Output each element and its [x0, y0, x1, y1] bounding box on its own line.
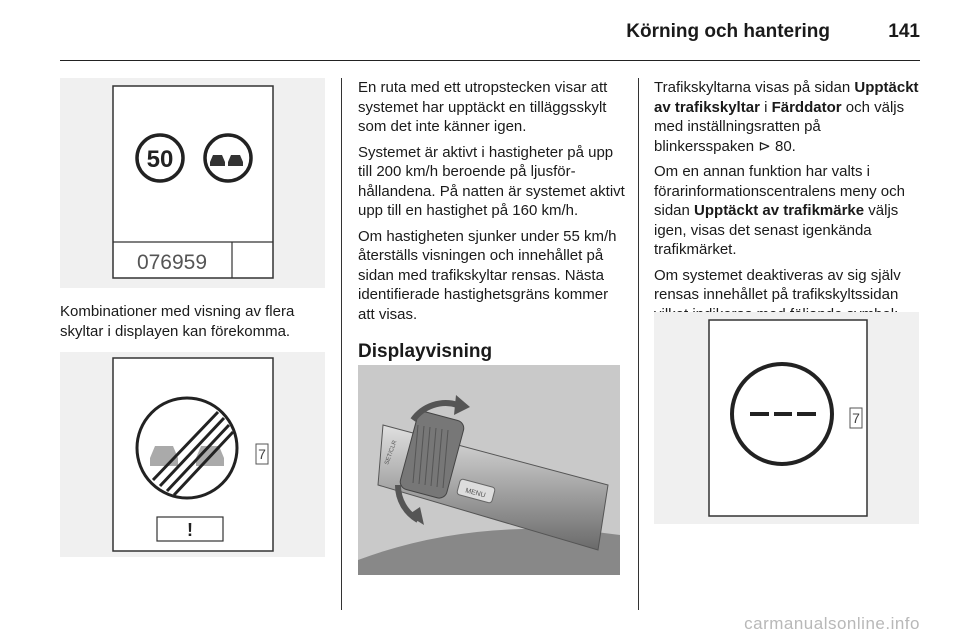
- chapter-title: Körning och hantering: [626, 21, 830, 42]
- unknown-plate-mark: !: [187, 520, 193, 540]
- paragraph-sign-page: Trafikskyltarna visas på sidan Upptäckt av trafikskyltar i Färddator och väljs med inställningsratten på blinkersspaken ⊳ 80.: [654, 79, 919, 155]
- figure-end-of-restriction: [60, 352, 325, 557]
- column-3-text: [654, 78, 924, 330]
- end-restriction-illustration: [60, 352, 325, 557]
- side-marker: 7: [852, 410, 860, 426]
- paragraph-unknown-sign: En ruta med ett utropstecken visar att systemet har upptäckt en tilläggsskylt som det inte känner igen.: [358, 79, 608, 135]
- sign-code: 076959: [136, 251, 208, 274]
- column-divider-2: [638, 78, 639, 610]
- column-2-text: [358, 78, 628, 378]
- column-1-caption: Kombinationer med visning av flera skyltar i displayen kan förekomma.: [60, 303, 295, 340]
- figure-sign-display: [60, 78, 325, 288]
- end-of-no-overtaking-sign-icon: [137, 398, 237, 498]
- paragraph-other-function: Om en annan funktion har valts i förarinformationscentralens meny och sidan Upptäckt av trafikmärke väljs igen, visas det senast igenkända trafikmärket.: [654, 163, 905, 258]
- set-clr-label: SET/CLR: [384, 439, 399, 466]
- no-sign-detected-icon: [732, 364, 832, 464]
- no-overtaking-sign-icon: [205, 135, 251, 181]
- page-header: [0, 0, 960, 60]
- turn-signal-stalk-illustration: [358, 365, 620, 575]
- speed-limit-sign-icon: [137, 135, 183, 181]
- column-1-text: [60, 302, 325, 347]
- column-divider-1: [341, 78, 342, 610]
- sign-display-illustration: [60, 78, 325, 288]
- header-rule: [60, 60, 920, 61]
- page-number: 141: [888, 21, 920, 42]
- figure-turn-signal-stalk: [358, 365, 620, 575]
- section-heading-displayvisning: Displayvisning: [358, 341, 493, 362]
- page-reference: ⊳ 80.: [758, 137, 796, 155]
- no-sign-symbol-illustration: [654, 312, 919, 524]
- side-marker: 7: [258, 446, 266, 462]
- paragraph-deactivated: Om systemet deaktiveras av sig själv rensas innehållet på trafikskyltssidan: [654, 266, 901, 303]
- paragraph-active-speed: Systemet är aktivt i hastigheter på upp till 200 km/h beroende på ljusförhållandena. På natten är systemet aktivt upp till en hastighet på 160 km/h.: [358, 143, 625, 219]
- menu-button-label: MENU: [464, 487, 487, 500]
- footer-watermark-link[interactable]: carmanualsonline.info: [744, 614, 920, 633]
- figure-no-sign-symbol: [654, 312, 919, 524]
- svg-text:50: 50: [146, 146, 174, 173]
- paragraph-speed-reset: Om hastigheten sjunker under 55 km/h återställs visningen och innehållet på sidan med trafikskyltar rensas. Nästa identifierade hastighetsgräns kommer att visas.: [358, 227, 617, 323]
